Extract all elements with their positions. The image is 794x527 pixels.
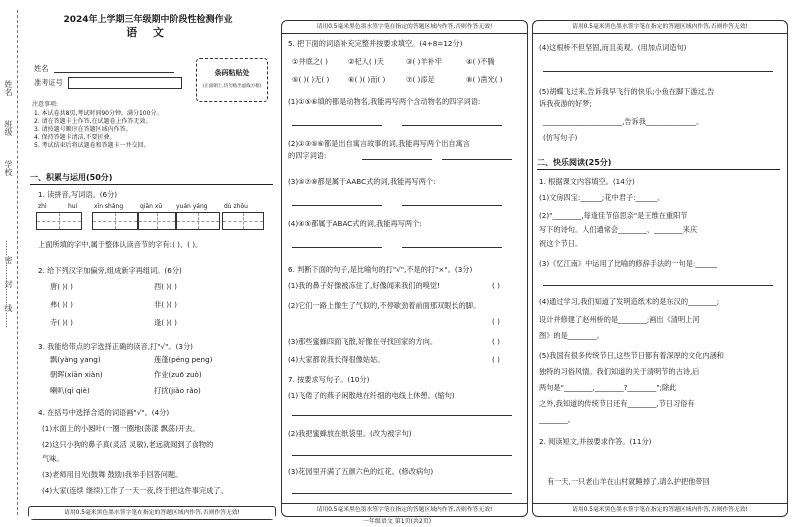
grid-5[interactable] xyxy=(222,212,264,230)
section-1-title: 一、积累与运用(50分) xyxy=(30,172,273,185)
q5-sub-1-blank-a[interactable] xyxy=(292,125,382,126)
q5-idiom-1: ①井底之( ) xyxy=(292,57,328,66)
q7-item-5-template: ______________________,告诉我______________。 xyxy=(543,117,704,126)
q5-idiom-6: ⑥( )( )而( ) xyxy=(348,75,386,84)
barcode-title: 条码粘贴处 xyxy=(214,69,250,77)
q5-sub-1: (1)①⑤⑥填的都是动物名,我能再写两个含动物名的四字词语: xyxy=(288,97,481,106)
grid-3[interactable] xyxy=(138,212,176,230)
q5-idiom-2: ②杞人( )天 xyxy=(348,57,384,66)
binding-strip xyxy=(0,0,24,527)
r2-prompt: 2. 阅读短文,并按要求作答。(11分) xyxy=(539,437,652,446)
q5-idiom-7: ⑦( )添足 xyxy=(406,75,435,84)
q7-item-2-answer[interactable] xyxy=(292,455,512,456)
r1-item-2-end: 祝这个节日。 xyxy=(539,239,583,248)
q7-item-4-answer[interactable] xyxy=(543,71,773,72)
pinyin-2: hui xyxy=(68,203,78,210)
r1-item-5-cont3: 之外,我知道的传统节日还有________,节日习俗有 xyxy=(539,399,695,408)
q7-item-3-answer[interactable] xyxy=(292,493,512,494)
pinyin-1: zhì xyxy=(38,203,47,210)
pinyin-3: xīn shǎng xyxy=(94,203,124,210)
column-3 xyxy=(532,20,788,517)
pinyin-6: dù zhōu xyxy=(224,203,248,210)
column-1-footer-bar: 请用0.5毫米黑色墨水签字笔在指定的答题区域内作答,否则作答无效! xyxy=(28,506,276,520)
r2-passage: 有一天,一只老山羊在山村就睡掉了,请么护把他带回 xyxy=(547,477,710,486)
strip-name-label: 姓名 xyxy=(4,80,13,96)
r1-item-5: (5)我国有很多传统节日,这些节日都有着深厚的文化内涵和 xyxy=(539,351,724,360)
q6-mark-4[interactable]: ( ) xyxy=(492,355,500,364)
q2-row3-a: 寺( )( ) xyxy=(50,318,73,327)
q7-item-2: (2)我把蜜蜂放在纸袋里。(改为被字句) xyxy=(288,429,412,438)
column-3-footer-bar: 请用0.5毫米黑色墨水签字笔在指定的答题区域内作答,否则作答无效! xyxy=(533,503,787,516)
strip-class-label: 班级 xyxy=(4,120,13,136)
r1-item-3: (3)《忆江南》中运用了比喻的修辞手法的一句是:______ xyxy=(539,259,717,268)
q3-row2-b: 作业(zuō zuò) xyxy=(154,370,202,379)
q5-idiom-4: ④( )不腾 xyxy=(466,57,495,66)
r1-item-5-cont2: 两句是"________,________?________";除此 xyxy=(539,383,677,392)
q7-item-5-hint: (仿写句子) xyxy=(543,133,578,142)
q6-mark-1[interactable]: ( ) xyxy=(492,281,500,290)
q6-item-3: (3)那些蜜蜂四面飞散,好像在寻找回家的方向。 xyxy=(288,337,438,346)
q6-mark-2[interactable]: ( ) xyxy=(492,317,500,326)
q7-item-5: (5)胡蝶飞过来,告诉我早飞行的快乐;小鱼在脚下游过,告 xyxy=(539,87,715,96)
q5-sub-4-blank-b[interactable] xyxy=(402,247,502,248)
q5-sub-2-blank-b[interactable] xyxy=(442,159,512,160)
q6-item-2: (2)它们一路上像生了气似的,不停歇劲着前面那双眼长的脚。 xyxy=(288,301,481,310)
q2-row1-b: 西( )( ) xyxy=(154,282,177,291)
q5-sub-3-blank-b[interactable] xyxy=(402,205,502,206)
column-2-footer-bar: 请用0.5毫米黑色墨水签字笔在指定的答题区域内作答,否则作答无效! xyxy=(282,503,527,516)
r1-item-4-end: 图》的是________。 xyxy=(539,331,604,340)
q5-sub-2-cont: 的四字词语: xyxy=(288,151,327,160)
r1-item-5-end: ________。 xyxy=(539,415,575,424)
q7-prompt: 7. 按要求写句子。(10分) xyxy=(288,375,370,384)
grid-1[interactable] xyxy=(36,212,82,230)
grid-2[interactable] xyxy=(92,212,138,230)
note-5: 5. 考试结束后将试题卷和答题卡一并交回。 xyxy=(34,142,150,149)
q2-row2-b: 非( )( ) xyxy=(154,300,177,309)
note-3: 3. 请按题号顺序在答题区域内作答。 xyxy=(34,126,132,133)
q5-sub-2-blank-a[interactable] xyxy=(362,159,432,160)
q5-idiom-8: ⑧( )凿光( ) xyxy=(466,75,503,84)
r1-item-4: (4)通过学习,我们知道了发明造纸术的是东汉的________; xyxy=(539,297,720,306)
name-field[interactable] xyxy=(54,72,174,73)
r1-item-4-cont: 设计并修建了赵州桥的是________;画出《清明上河 xyxy=(539,315,700,324)
column-2-header-bar: 请用0.5毫米黑色墨水签字笔在指定的答题区域内作答,否则作答无效! xyxy=(282,21,527,34)
q3-prompt: 3. 我能给带点的字选择正确的读音,打"√"。(3分) xyxy=(38,342,193,351)
q5-sub-4-blank-a[interactable] xyxy=(292,247,382,248)
paper-title: 2024年上学期三年级期中阶段性检测作业 xyxy=(63,15,233,25)
q3-row3-a: 喇叭(qì qiè) xyxy=(50,386,90,395)
pinyin-5: yuán yáng xyxy=(176,203,208,210)
q5-idiom-3: ③( )羊补牢 xyxy=(406,57,442,66)
note-4: 4. 保持答题卡清洁,不要折叠。 xyxy=(34,134,116,141)
column-3-header-bar: 请用0.5毫米黑色墨水签字笔在指定的答题区域内作答,否则作答无效! xyxy=(533,21,787,34)
notes-heading: 注意事项: xyxy=(32,101,59,108)
r1-item-3-answer[interactable] xyxy=(543,285,773,286)
q6-prompt: 6. 判断下面的句子,是比喻句的打"√",不是的打"×"。(3分) xyxy=(288,265,473,274)
q7-item-1: (1)飞倦了的燕子闲散地在纤细的电线上休憩。(缩句) xyxy=(288,391,455,400)
r1-item-2: (2)"________,每逢佳节倍思亲"是王维在重阳节 xyxy=(539,211,688,220)
q3-row1-b: 莲蓬(péng peng) xyxy=(154,355,213,364)
q2-row1-a: 唐( )( ) xyxy=(50,282,73,291)
q6-item-4: (4)大家都说我长得很像姑姑。 xyxy=(288,355,385,364)
q1-prompt: 1. 读拼音,写词语。(6分) xyxy=(38,190,118,199)
q4-item-3: (3)老师用目光(鼓舞 鼓励)我举手回答问题。 xyxy=(42,470,183,479)
q5-idiom-5: ⑤( )( )无( ) xyxy=(292,75,330,84)
q2-row3-b: 逢( )( ) xyxy=(154,318,177,327)
q7-item-5-cont: 诉我夜游的好梦; xyxy=(539,99,592,108)
paper-subject: 语 文 xyxy=(126,26,170,39)
r1-item-5-cont1: 独特的习俗风情。我们知道的关于清明节的古诗,后 xyxy=(539,367,700,376)
q7-item-3: (3)花园里开满了五颜六色的红花。(修改病句) xyxy=(288,467,434,476)
r1-prompt: 1. 根据课文内容填空。(14分) xyxy=(539,177,635,186)
q4-item-4: (4)大家(连续 继续)工作了一天一夜,终于把这件事完成了。 xyxy=(42,486,228,495)
q5-prompt: 5. 把下面的词语补充完整并按要求填空。(4+8=12分) xyxy=(288,39,463,48)
exam-no-boxes[interactable] xyxy=(68,77,182,89)
column-1 xyxy=(28,8,276,520)
note-2: 2. 请在答题卡上作答,在试题卷上作答无效。 xyxy=(34,118,152,125)
q4-item-2: (2)这只小狗的鼻子真(灵活 灵敏),老远就闻到了食物的 xyxy=(42,440,214,449)
barcode-area xyxy=(196,58,268,102)
strip-school-label: 学校 xyxy=(4,160,13,176)
q6-item-1: (1)我的鼻子好像被冻住了,好像闻来我们的嗅觉! xyxy=(288,281,440,290)
name-label: 姓名 xyxy=(34,64,49,73)
strip-cut-line: ……密……封……线…… xyxy=(4,240,13,328)
r1-item-2-cont: 写下的诗句。人们通常会________、________来庆 xyxy=(539,225,698,234)
q7-item-4: (4)这根桥不但坚固,而且美观。(用加点词造句) xyxy=(539,43,687,52)
q4-item-2-cont: 气味。 xyxy=(42,454,64,463)
q3-row2-a: 朝晖(xiān xiàn) xyxy=(50,370,103,379)
q1-followup: 上面所填的字中,属于整体认读音节的字有:( )、( )。 xyxy=(38,240,203,249)
q6-mark-3[interactable]: ( ) xyxy=(492,337,500,346)
q7-item-1-answer[interactable] xyxy=(292,415,512,416)
note-1: 1. 本试卷共8页,考试时间90分钟。满分100分。 xyxy=(34,110,163,117)
q5-sub-3-blank-a[interactable] xyxy=(292,205,382,206)
q4-prompt: 4. 在括号中选择合适的词语画"√"。(4分) xyxy=(38,408,170,417)
q5-sub-4: (4)④⑤都属于ABAC式的词,我能再写两个: xyxy=(288,219,422,228)
q4-item-1: (1)水面上的小圆叶(一圈一圈地(荡漾 飘荡)开去。 xyxy=(42,424,200,433)
pinyin-4: qiān xū xyxy=(140,203,163,210)
q3-row3-b: 打扰(jiǎo rǎo) xyxy=(154,386,201,395)
exam-no-label: 准考证号 xyxy=(34,78,63,87)
column-2 xyxy=(281,20,528,517)
q2-row2-a: 弗( )( ) xyxy=(50,300,73,309)
section-2-title: 二、快乐阅读(25分) xyxy=(537,157,780,170)
q2-prompt: 2. 给下列汉字加偏旁,组成新字再组词。(6分) xyxy=(38,266,182,275)
q5-sub-3: (3)⑤⑦⑧都是属于AABC式的词,我能再写两个: xyxy=(288,177,436,186)
q5-sub-1-blank-b[interactable] xyxy=(402,125,502,126)
seal-line xyxy=(17,10,18,515)
grid-4[interactable] xyxy=(176,212,220,230)
q3-row1-a: 飘(yàng yang) xyxy=(50,355,101,364)
r1-item-1: (1)文房四宝:______;花中君子:______。 xyxy=(539,193,665,202)
barcode-note: (正面朝上,切勿贴出虚线方框) xyxy=(202,84,262,89)
q5-sub-2: (2)①③⑤⑥都是出自寓言故事的词,我能再写两个出自寓言 xyxy=(288,139,470,148)
page-footer: 一年级语文 第1页(共2页) xyxy=(362,518,432,525)
